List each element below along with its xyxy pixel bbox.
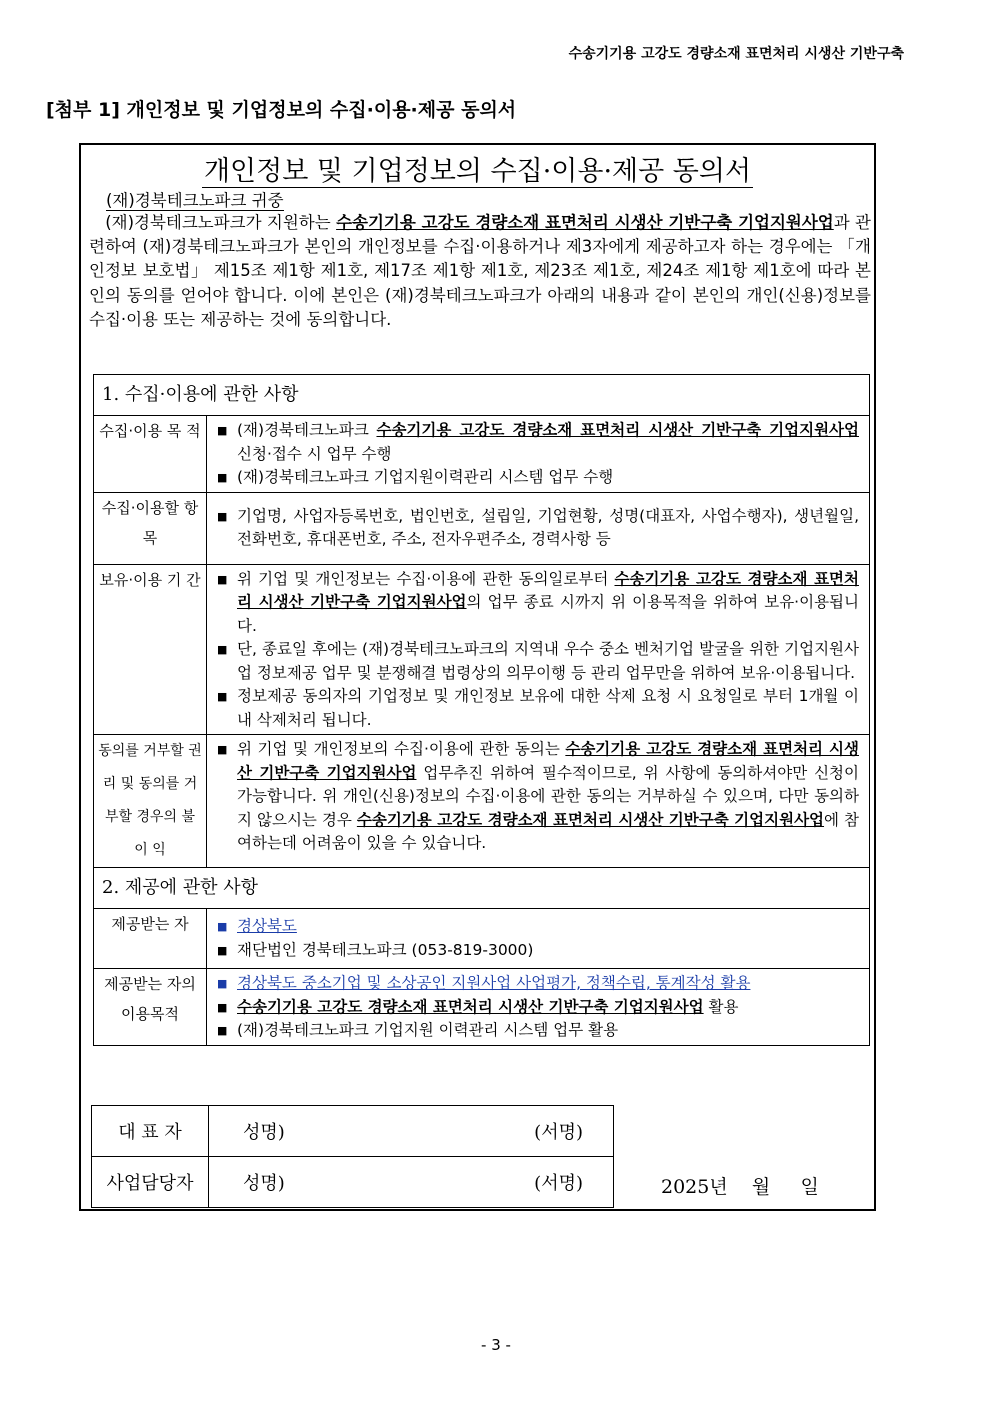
recipient-item: ■ 재단법인 경북테크노파크 (053-819-3000)	[217, 939, 859, 963]
section2-title: 2. 제공에 관한 사항	[94, 868, 870, 909]
addressee: (재)경북테크노파크 귀중	[106, 191, 284, 210]
form-title: 개인정보 및 기업정보의 수집·이용·제공 동의서	[203, 156, 752, 187]
attachment-title: [첨부 1] 개인정보 및 기업정보의 수집·이용·제공 동의서	[46, 99, 517, 121]
use-content	[207, 969, 870, 1046]
consent-table	[93, 374, 870, 1046]
period-item: ■ 단, 종료일 후에는 (재)경북테크노파크의 지역내 우수 중소 벤처기업 발굴을 위한 기업지원사업 정보제공 업무 및 분쟁해결 법령상의 의무이행 등 관리 업무만을 위하여 보유·이용됩니다.	[217, 638, 859, 685]
period-label: 보유·이용 기 간	[94, 564, 207, 735]
use-item[interactable]: ■ 경상북도 중소기업 및 소상공인 지원사업 사업평가, 정책수립, 통계작성 활용	[217, 972, 859, 996]
project-name: 수송기기용 고강도 경량소재 표면처리 시생산 기반구축 기업지원사업	[336, 213, 834, 232]
recipient-item[interactable]: ■ 경상북도	[217, 915, 859, 939]
section1-title: 1. 수집·이용에 관한 사항	[94, 375, 870, 416]
items-label: 수집·이용할 항목	[94, 492, 207, 564]
period-item: ■ 정보제공 동의자의 기업정보 및 개인정보 보유에 대한 삭제 요청 시 요청일로 부터 1개월 이내 삭제처리 됩니다.	[217, 685, 859, 732]
purpose-content	[207, 416, 870, 493]
use-label: 제공받는 자의 이용목적	[94, 969, 207, 1046]
refusal-content	[207, 735, 870, 868]
purpose-item: ■ (재)경북테크노파크 수송기기용 고강도 경량소재 표면처리 시생산 기반구축 기업지원사업 신청·접수 시 업무 수행	[217, 419, 859, 466]
signature-date: 2025년 월 일	[661, 1176, 819, 1198]
purpose-item: ■ (재)경북테크노파크 기업지원이력관리 시스템 업무 수행	[217, 466, 859, 490]
signature-table	[91, 1105, 614, 1208]
refusal-item: ■ 위 기업 및 개인정보의 수집·이용에 관한 동의는 수송기기용 고강도 경량소재 표면처리 시생산 기반구축 기업지원사업 업무추진 위하여 필수적이므로, 위 사항에 동의하셔야만 신청이 가능합니다. 위 개인(신용)정보의 수집·이용에 관한 동의는 거부하실 수 있으며, 다만 동의하지 않으시는 경우 수송기기용 고강도 경량소재 표면처리 시생산 기반구축 기업지원사업에 참여하는데 어려움이 있을 수 있습니다.	[217, 738, 859, 856]
representative-signature-field[interactable]: 성명) (서명)	[209, 1106, 614, 1157]
consent-form	[79, 143, 876, 1211]
items-item: ■ 기업명, 사업자등록번호, 법인번호, 설립일, 기업현황, 성명(대표자, 사업수행자), 생년월일, 전화번호, 휴대폰번호, 주소, 전자우편주소, 경력사항 등	[217, 505, 859, 552]
representative-label: 대 표 자	[92, 1106, 209, 1157]
manager-signature-field[interactable]: 성명) (서명)	[209, 1157, 614, 1208]
use-item: ■ (재)경북테크노파크 기업지원 이력관리 시스템 업무 활용	[217, 1019, 859, 1043]
period-item: ■ 위 기업 및 개인정보는 수집·이용에 관한 동의일로부터 수송기기용 고강도 경량소재 표면처리 시생산 기반구축 기업지원사업의 업무 종료 시까지 위 이용목적을 위하여 보유·이용됩니다.	[217, 568, 859, 639]
running-header: 수송기기용 고강도 경량소재 표면처리 시생산 기반구축	[568, 46, 904, 62]
manager-label: 사업담당자	[92, 1157, 209, 1208]
intro-paragraph: (재)경북테크노파크가 지원하는 수송기기용 고강도 경량소재 표면처리 시생산 기반구축 기업지원사업과 관련하여 (재)경북테크노파크가 본인의 개인정보를 수집·이용하거나 제3자에게 제공하고자 하는 경우에는 「개인정보 보호법」 제15조 제1항 제1호, 제17조 제1항 제1호, 제23조 제1호, 제24조 제1항 제1호에 따라 본인의 동의를 얻어야 합니다. 이에 본인은 (재)경북테크노파크가 아래의 내용과 같이 본인의 개인(신용)정보를 수집·이용 또는 제공하는 것에 동의합니다.	[89, 213, 871, 329]
use-item: ■ 수송기기용 고강도 경량소재 표면처리 시생산 기반구축 기업지원사업 활용	[217, 996, 859, 1020]
recipient-label: 제공받는 자	[94, 909, 207, 969]
page-number: - 3 -	[481, 1336, 511, 1354]
recipient-content	[207, 909, 870, 969]
purpose-label: 수집·이용 목 적	[94, 416, 207, 493]
period-content	[207, 564, 870, 735]
refusal-label: 동의를 거부할 권리 및 동의를 거부할 경우의 불 이 익	[94, 735, 207, 868]
items-content	[207, 492, 870, 564]
